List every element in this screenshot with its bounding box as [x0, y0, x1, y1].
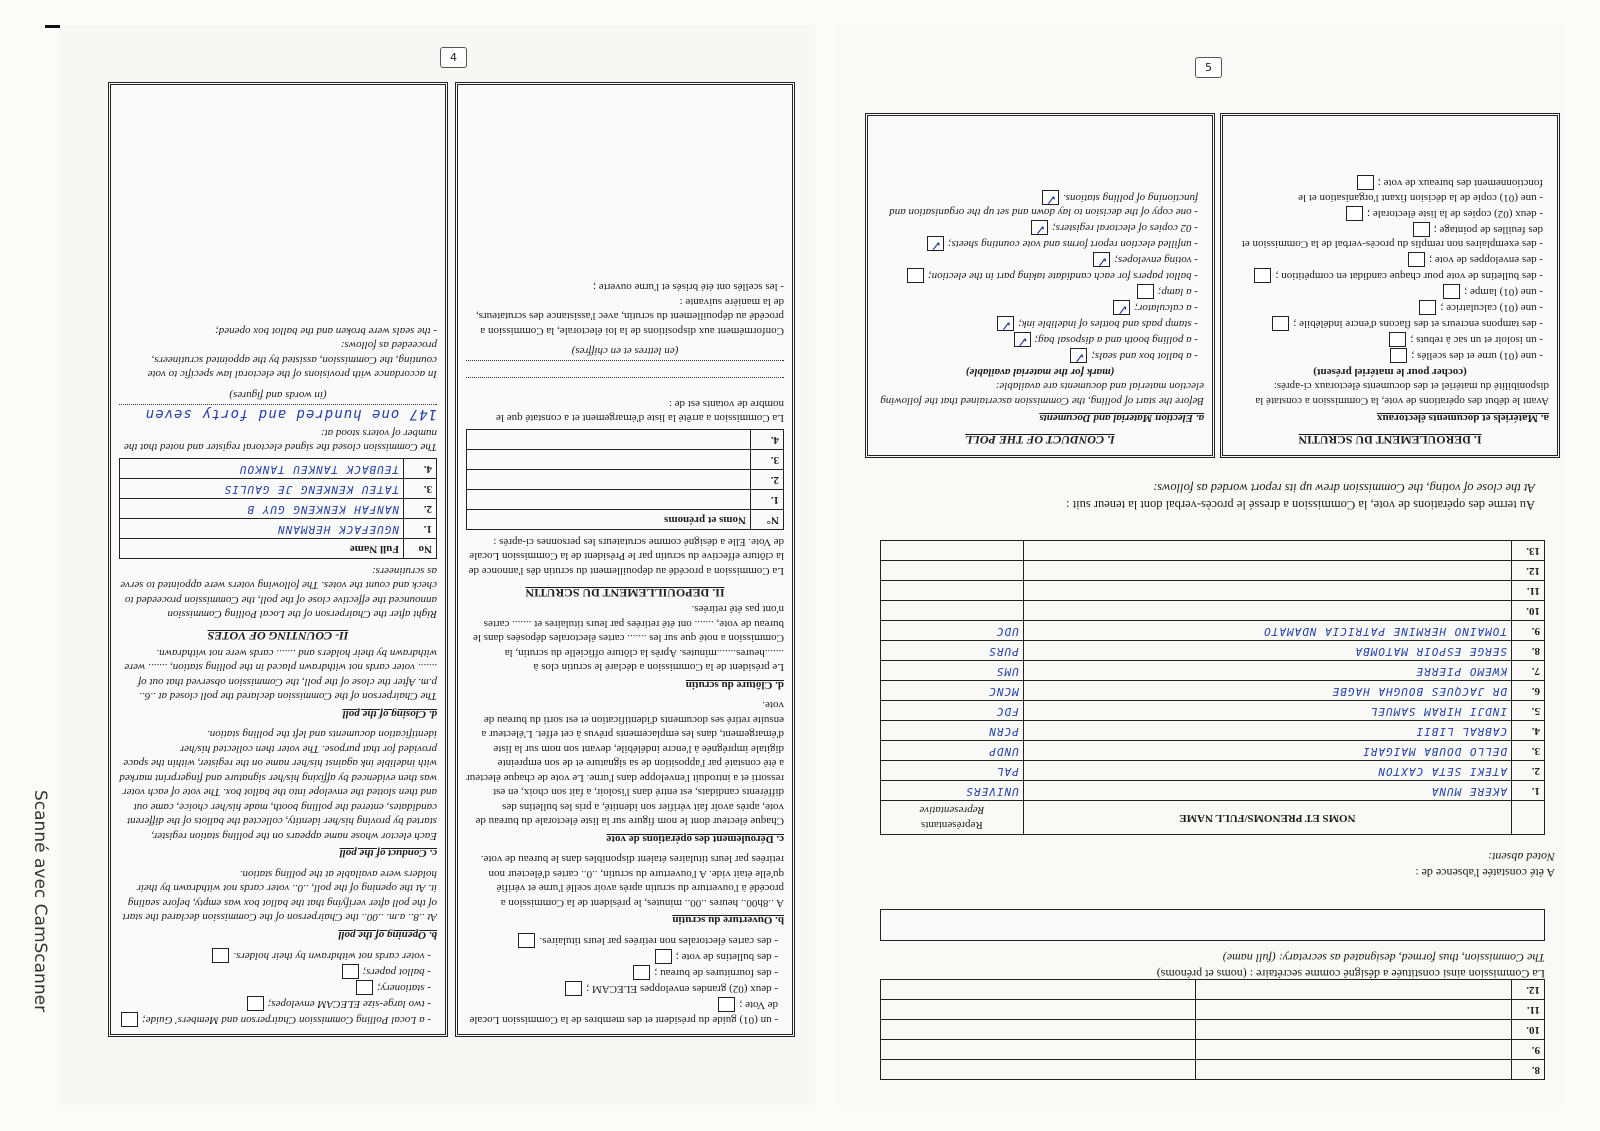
cell-num: 1. — [404, 519, 437, 539]
en-voters-count-text: The Commission closed the signed electoral register and noted that the number of voters stood at: — [123, 426, 437, 454]
absence-section — [1225, 840, 1555, 880]
table-row — [467, 430, 784, 450]
cell-name[interactable] — [1023, 560, 1511, 580]
cell-num: 12. — [1512, 560, 1545, 580]
material-item-label: ballot papers for each candidate taking part in the election; — [927, 270, 1192, 283]
fr-material-list-continued — [466, 933, 784, 1027]
fr-voters-count-text: La Commission a arrêté la liste d'émargement et a constaté que le nombre de votants est de : — [496, 397, 784, 425]
conduct-en-box — [865, 113, 1215, 458]
cell-name[interactable] — [467, 470, 751, 490]
name-header: Full Name — [120, 539, 404, 559]
secretary-field[interactable] — [880, 909, 1545, 941]
material-item-label: des bulletins de vote ; — [675, 951, 772, 964]
cell-name[interactable] — [1023, 580, 1511, 600]
table-row — [881, 660, 1545, 680]
cell-num: 4. — [404, 459, 437, 479]
cell-party[interactable]: FDC — [881, 700, 1024, 720]
cell-name[interactable]: NGUEFACK HERMANN — [120, 519, 404, 539]
report-statement-fr: Au terme des opérations de vote, la Commission a dressé le procès-verbal dont la teneur suit : — [1066, 498, 1535, 512]
checkbox[interactable] — [1419, 300, 1436, 315]
material-item-label: a calculator; — [1134, 302, 1192, 315]
checkbox[interactable] — [518, 933, 535, 948]
en-conduct-heading: c. Conduct of the poll — [339, 847, 437, 860]
material-item-label: one copy of the decision to lay down and set up the organisation and functioning of polling stations. — [889, 191, 1198, 219]
material-item: - une (01) urne et des scellés ; — [1231, 348, 1543, 363]
cell-role[interactable] — [881, 1000, 1197, 1020]
fr-counting-text: La Commission a procédé au dépouillement du scrutin dès l'annonce de la clôture effective du scrutin par le Président de la Commission Locale de Vote. Elle a désigné comme scrutateurs les personnes ci-après : — [468, 535, 784, 577]
cell-num: 2. — [1512, 760, 1545, 780]
cell-name[interactable] — [1196, 1060, 1512, 1080]
cell-num: 1. — [1512, 780, 1545, 800]
cell-party[interactable]: UDC — [881, 620, 1024, 640]
material-item-label: une (01) lampe ; — [1464, 286, 1537, 299]
right-page — [835, 25, 1565, 1105]
page-number-right: 5 — [1195, 57, 1222, 78]
cell-num: 9. — [1512, 620, 1545, 640]
material-item: - a ballot box and seals;✓ — [876, 348, 1198, 363]
secretary-label-en: The Commission, thus formed, designated as secretary: (full name) — [1222, 951, 1545, 966]
material-item-label: une (01) urne et des scellés ; — [1411, 350, 1537, 363]
checkbox[interactable] — [1113, 300, 1130, 315]
material-item: - des bulletins de vote pour chaque candidat en compétition ; — [1231, 268, 1543, 283]
table-row — [881, 600, 1545, 620]
material-item: - des enveloppes de vote ; — [1231, 252, 1543, 267]
checkbox[interactable] — [1413, 222, 1430, 237]
material-item: - a calculator;✓ — [876, 300, 1198, 315]
cell-num: 2. — [751, 470, 784, 490]
material-item: - stamp pads and bottles of indelible ink;✓ — [876, 316, 1198, 331]
material-item-label: des bulletins de vote pour chaque candidat en compétition ; — [1275, 270, 1537, 283]
cell-num: 10. — [1512, 1020, 1545, 1040]
en-material-list-continued — [119, 948, 437, 1027]
table-row — [881, 1060, 1545, 1080]
material-item-label: des exemplaires non remplis du procès-verbal de la Commission et des feuilles de pointage ; — [1241, 223, 1543, 251]
material-item-label: des enveloppes de vote ; — [1429, 254, 1537, 267]
en-material-list — [876, 190, 1204, 364]
cell-name[interactable]: AKERE MUNA — [1023, 780, 1511, 800]
table-row — [881, 760, 1545, 780]
table-row — [881, 540, 1545, 560]
absence-label-fr: A été constatée l'absence de : — [1415, 866, 1555, 880]
cell-name[interactable] — [467, 430, 751, 450]
cell-party[interactable]: MCNC — [881, 680, 1024, 700]
en-final-text: In accordance with provisions of the electoral law specific to vote counting, the Commission, assisted by the appointed scrutineers, proceeded as follows: — [147, 339, 437, 381]
checkbox[interactable] — [356, 980, 373, 995]
cell-name[interactable]: TOMAINO HERMINE PATRICIA NDAMATO — [1023, 620, 1511, 640]
checkbox[interactable] — [1014, 332, 1031, 347]
fr-closing-heading: d. Clôture du scrutin — [685, 678, 784, 691]
cell-num: 9. — [1512, 1040, 1545, 1060]
material-item-label: des fournitures de bureau ; — [654, 967, 772, 980]
checkbox[interactable] — [927, 236, 944, 251]
table-row — [881, 580, 1545, 600]
material-item-label: deux (02) grandes enveloppes ELECAM ; — [586, 983, 772, 996]
cell-num: 12. — [1512, 980, 1545, 1000]
cell-name[interactable]: CABRAL LIBII — [1023, 720, 1511, 740]
material-item-label: two large-size ELECAM envelopes; — [267, 997, 425, 1010]
table-row — [881, 740, 1545, 760]
table-row — [467, 470, 784, 490]
cell-party[interactable]: UNIVERS — [881, 780, 1024, 800]
checkbox[interactable] — [633, 965, 650, 980]
material-item: - a Local Polling Commission Chairperson and Members' Guide; — [119, 1012, 431, 1027]
cell-name[interactable]: INDJI HIRAM SAMUEL — [1023, 700, 1511, 720]
checkbox[interactable] — [655, 949, 672, 964]
material-item-label: a lamp; — [1157, 286, 1192, 299]
material-item-label: a ballot box and seals; — [1091, 350, 1192, 363]
en-final-item: - the seals were broken and the ballot box opened; — [215, 324, 437, 337]
material-item: - des exemplaires non remplis du procès-verbal de la Commission et des feuilles de pointage ; — [1241, 223, 1543, 251]
conduct-fr-box — [1220, 113, 1560, 458]
material-item-label: stationery; — [376, 981, 425, 994]
checkbox[interactable] — [1346, 206, 1363, 221]
checkbox[interactable] — [1357, 175, 1374, 190]
table-row — [881, 700, 1545, 720]
checkbox[interactable] — [907, 268, 924, 283]
cell-role[interactable] — [881, 1060, 1197, 1080]
checkbox[interactable] — [997, 316, 1014, 331]
fr-counting-title: II. DEPOUILLEMENT DU SCRUTIN — [525, 585, 725, 600]
en-opening-text: At ..8.. a.m. ..00.. the Chairperson of the Commission declared the start of the poll after verifying that the ballot box was empty, before sealing it. At the opening of the poll, ..0.. voter cards not withdrawn by their holders were available at the polling station. — [122, 867, 437, 924]
material-item: - des bulletins de vote ; — [466, 949, 778, 964]
table-row — [467, 490, 784, 510]
cell-num: 11. — [1512, 580, 1545, 600]
num-header: N° — [751, 510, 784, 530]
cell-num: 6. — [1512, 680, 1545, 700]
table-row — [881, 780, 1545, 800]
en-material-heading: a. Election Material and Documents — [1039, 412, 1204, 425]
cell-role[interactable] — [881, 1040, 1197, 1060]
fr-material-heading: a. Matériels et documents électoraux — [1377, 412, 1549, 425]
material-item-label: un (01) guide du président et des membres de la Commission Locale de Vote ; — [469, 999, 778, 1026]
material-item: - two large-size ELECAM envelopes; — [119, 996, 431, 1011]
cell-num: 8. — [1512, 640, 1545, 660]
material-item: - une (01) calculatrice ; — [1231, 300, 1543, 315]
cell-name[interactable] — [1196, 1040, 1512, 1060]
cell-name[interactable] — [1196, 1000, 1512, 1020]
material-item-label: ballot papers; — [362, 965, 425, 978]
cell-name[interactable]: SERGE ESPOIR MATOMBA — [1023, 640, 1511, 660]
material-item: - stationery; — [119, 980, 431, 995]
material-item: - one copy of the decision to lay down and set up the organisation and functioning of polling stations.✓ — [876, 190, 1198, 220]
en-opening-heading: b. Opening of the poll — [338, 929, 437, 941]
fr-final-item: - les scellés ont été brisés et l'urne ouverte ; — [592, 281, 784, 294]
material-item-label: des cartes électorales non retirées par leurs titulaires. — [539, 935, 772, 948]
left-english-column — [108, 82, 448, 1037]
left-french-column — [455, 82, 795, 1037]
material-item: - des tampons encreurs et des flacons d'encre indélébile ; — [1231, 316, 1543, 331]
en-material-intro: Before the start of polling, the Commission ascertained that the following election material and documents are available: — [880, 380, 1204, 407]
material-item: - a lamp; — [876, 284, 1198, 299]
camscanner-watermark: Scanné avec CamScanner — [30, 790, 50, 1013]
cell-party[interactable]: PCRN — [881, 720, 1024, 740]
num-header: No — [404, 539, 437, 559]
cell-name[interactable] — [1196, 980, 1512, 1000]
material-item: - une (01) lampe ; — [1231, 284, 1543, 299]
cell-party[interactable]: PAL — [881, 760, 1024, 780]
material-item: - un isoloir et un sac à rebuts ; — [1231, 332, 1543, 347]
left-page — [60, 25, 815, 1105]
members-table — [880, 979, 1545, 1080]
material-item-label: une (01) calculatrice ; — [1440, 302, 1537, 315]
cell-num: 13. — [1512, 540, 1545, 560]
en-conduct-title: I. CONDUCT OF THE POLL — [965, 433, 1115, 447]
table-row — [881, 560, 1545, 580]
table-row — [881, 1040, 1545, 1060]
checkbox[interactable] — [1389, 332, 1406, 347]
en-voters-count-hint: (in words and figures) — [229, 388, 327, 401]
fr-material-list — [1231, 175, 1549, 363]
table-row — [120, 479, 437, 499]
rep-num-header — [1512, 800, 1545, 834]
cell-num: 4. — [1512, 720, 1545, 740]
fr-opening-heading: b. Ouverture du scrutin — [672, 914, 784, 927]
material-item-label: 02 copies of electoral registers; — [1052, 222, 1192, 235]
representatives-section — [880, 535, 1545, 835]
en-closing-text: The Chairperson of the Commission declared the poll closed at ..6.. p.m. After the close of the poll, the Commission observed that out of ....... voter cards not withdrawn placed in the polling station, ....... were withdrawn by their holders and ....... cards were not withdrawn. — [124, 646, 437, 703]
material-item-label: deux (02) copies de la liste électorale ; — [1367, 207, 1537, 220]
material-item-label: voter cards not withdrawn by their holders. — [233, 949, 425, 962]
checkbox[interactable] — [1272, 316, 1289, 331]
cell-name[interactable] — [467, 450, 751, 470]
table-row — [120, 499, 437, 519]
cell-name[interactable] — [1023, 600, 1511, 620]
material-item-label: a Local Polling Commission Chairperson and Members' Guide; — [142, 1013, 425, 1026]
en-scrutineers-table — [119, 458, 437, 559]
fr-final-text: Conformément aux dispositions de la loi électorale, la Commission a procédé au dépouillement du scrutin, avec l'assistance des scrutateurs, de la manière suivante : — [475, 295, 784, 337]
checkbox[interactable] — [565, 981, 582, 996]
cell-num: 11. — [1512, 1000, 1545, 1020]
name-header: Noms et prénoms — [467, 510, 751, 530]
fr-material-instruction: (cocher pour le matériel présent) — [1313, 365, 1467, 378]
rep-party-header-en: Representative — [919, 804, 985, 817]
members-section — [880, 985, 1545, 1080]
fr-voters-count-hint: (en lettres et en chiffres) — [571, 345, 679, 358]
fr-opening-text: A ..8h00.. heures ..00.. minutes, le président de la Commission a procédé à l'ouverture du scrutin après avoir scellé l'urne et vérifié qu'elle était vide. A l'ouverture du scrutin, ..0.. cartes d'électeur non retirées par leurs titulaires étaient disponibles dans le bureau de vote. — [480, 853, 784, 909]
material-item: - des fournitures de bureau ; — [466, 965, 778, 980]
cell-name[interactable]: DELLO DOUBA MAIGARI — [1023, 740, 1511, 760]
cell-party[interactable]: PURS — [881, 640, 1024, 660]
fr-conduct-heading: c. Déroulement des opérations de vote — [606, 832, 784, 845]
checkbox[interactable] — [342, 964, 359, 979]
cell-role[interactable] — [881, 980, 1197, 1000]
table-row — [881, 640, 1545, 660]
table-row — [467, 450, 784, 470]
material-item: - ballot papers for each candidate taking part in the election; — [876, 268, 1198, 283]
material-item-label: stamp pads and bottles of indelible ink; — [1018, 318, 1192, 331]
cell-num: 1. — [751, 490, 784, 510]
table-row — [120, 519, 437, 539]
checkbox[interactable] — [718, 997, 735, 1012]
absence-label-en: Noted absent: — [1488, 850, 1555, 865]
material-item: - voting envelopes;✓ — [876, 252, 1198, 267]
rep-name-header: NOMS ET PRENOMS/FULL NAME — [1023, 800, 1511, 834]
rep-party-header-fr: Représentants — [921, 819, 983, 831]
checkbox[interactable] — [121, 1012, 138, 1027]
cell-num: 10. — [1512, 600, 1545, 620]
material-item: - une (01) copie de la décision fixant l'organisation et le fonctionnement des bureaux de vote ; — [1298, 177, 1543, 204]
cell-num: 4. — [751, 430, 784, 450]
checkbox[interactable] — [247, 996, 264, 1011]
cell-name[interactable]: ATEKI SETA CAXTON — [1023, 760, 1511, 780]
cell-num: 8. — [1512, 1060, 1545, 1080]
fr-conduct-title: I. DEROULEMENT DU SCRUTIN — [1298, 433, 1482, 447]
cell-num: 3. — [404, 479, 437, 499]
cell-name[interactable]: NANFAH KENKENG GUY B — [120, 499, 404, 519]
cell-name[interactable]: KWEMO PIERRE — [1023, 660, 1511, 680]
material-item-label: voting envelopes; — [1114, 254, 1192, 267]
en-closing-heading: d. Closing of the poll — [342, 707, 437, 720]
fr-material-intro: Avant le début des opérations de vote, la Commission a constaté la disponibilité du matériel et des documents électoraux ci-après: — [1255, 380, 1549, 407]
rep-party-header — [881, 800, 1024, 834]
checkbox[interactable] — [1137, 284, 1154, 299]
cell-party[interactable] — [881, 600, 1024, 620]
table-row — [881, 720, 1545, 740]
material-item-label: des tampons encreurs et des flacons d'encre indélébile ; — [1293, 318, 1537, 331]
material-item: - des cartes électorales non retirées par leurs titulaires. — [466, 933, 778, 948]
en-counting-text: Right after the Chairperson of the Local Polling Commission announced the effective close of the poll, the Commission proceeded to check and count the votes. The following voters were appointed to serve as scrutineers: — [120, 564, 437, 621]
fr-conduct-text: Chaque électeur dont le nom figure sur la liste électorale du bureau de vote, après avoir fait vérifier son identité, a pris les bulletins des différents candidats, est entré dans l'isoloir, a fait son choix, en est ressorti et a introduit l'enveloppe dans l'urne. Le vote de chaque électeur a été constaté par l'apposition de sa signature et de son empreinte digitale imprégnée à l'encre indélébile, devant son nom sur la liste d'émargement, dans les emplacements prévus à cet effet. L'électeur a ensuite retiré ses documents d'identification et est sorti du bureau de vote. — [466, 699, 784, 828]
cell-name[interactable]: DR JACQUES BOUGHA HAGBE — [1023, 680, 1511, 700]
material-item: - voter cards not withdrawn by their holders. — [119, 948, 431, 963]
cell-num: 3. — [1512, 740, 1545, 760]
cell-num: 3. — [751, 450, 784, 470]
table-row — [881, 980, 1545, 1000]
cell-num: 2. — [404, 499, 437, 519]
en-material-instruction: (mark for the material available) — [965, 365, 1115, 378]
material-item-label: unfilled election report forms and vote counting sheets; — [947, 238, 1192, 251]
table-row — [881, 1000, 1545, 1020]
en-conduct-text: Each elector whose name appears on the polling station register, started by proving his/her identity, collected the ballots of the different candidates, entered the polling booth, made his/her choice, came out and then slotted the envelope into the ballot box. The vote of each voter was then evidenced by affixing his/her signature and fingerprint marked with indelible ink against his/her name on the register, within the space provided for that purpose. The voter then collected his/her identification documents and left the polling station. — [119, 728, 437, 842]
fr-scrutineers-table — [466, 429, 784, 530]
cell-name[interactable] — [1196, 1020, 1512, 1040]
checkbox[interactable] — [1070, 348, 1087, 363]
material-item: - deux (02) copies de la liste électorale ; — [1231, 206, 1543, 221]
fr-voters-count-line2 — [466, 360, 784, 375]
cell-name[interactable] — [1023, 540, 1511, 560]
report-statement — [875, 465, 1535, 513]
en-counting-title: II- COUNTING OF VOTES — [207, 629, 349, 644]
report-statement-en: At the close of voting, the Commission drew up its report worded as follows: — [1153, 481, 1535, 496]
cell-num: 5. — [1512, 700, 1545, 720]
material-item: - 02 copies of electoral registers;✓ — [876, 220, 1198, 235]
cell-party[interactable]: UNDP — [881, 740, 1024, 760]
secretary-section — [880, 885, 1545, 981]
checkbox[interactable] — [212, 948, 229, 963]
material-item: - deux (02) grandes enveloppes ELECAM ; — [466, 981, 778, 996]
cell-party[interactable] — [881, 560, 1024, 580]
material-item: - a polling booth and a disposal bag;✓ — [876, 332, 1198, 347]
table-row — [881, 1020, 1545, 1040]
cell-name[interactable]: TATEU KENKENG JE GAULIS — [120, 479, 404, 499]
material-item-label: a polling booth and a disposal bag; — [1034, 334, 1192, 347]
table-row — [881, 680, 1545, 700]
cell-role[interactable] — [881, 1020, 1197, 1040]
material-item: - ballot papers; — [119, 964, 431, 979]
table-row — [881, 620, 1545, 640]
cell-party[interactable] — [881, 540, 1024, 560]
cell-party[interactable] — [881, 580, 1024, 600]
material-item-label: une (01) copie de la décision fixant l'organisation et le fonctionnement des bureaux de vote ; — [1298, 177, 1543, 204]
material-item: - unfilled election report forms and vote counting sheets;✓ — [876, 236, 1198, 251]
cell-num: 7. — [1512, 660, 1545, 680]
fr-voters-count-value — [466, 377, 784, 394]
cell-name[interactable] — [467, 490, 751, 510]
checkbox[interactable] — [1254, 268, 1271, 283]
checkbox[interactable] — [1031, 220, 1048, 235]
secretary-label-fr: La Commission ainsi constituée a désigné comme secrétaire : (noms et prénoms) — [1156, 967, 1545, 981]
checkbox[interactable] — [1042, 190, 1059, 205]
fr-closing-text: Le président de la Commission a déclaré le scrutin clos à .......heures.......minutes. Après la clôture officielle du scrutin, la Commission a noté que sur les ....... cartes électorales déposées dans le bureau de vote, ....... ont été retirées par leurs titulaires et ....... cartes n'ont pas été retirées. — [473, 603, 784, 674]
checkbox[interactable] — [1443, 284, 1460, 299]
checkbox[interactable] — [1093, 252, 1110, 267]
en-voters-count-value: 147 one hundred and forty seven — [119, 404, 437, 423]
page-number-left: 4 — [440, 47, 467, 68]
representatives-table — [880, 540, 1545, 835]
checkbox[interactable] — [1390, 348, 1407, 363]
material-item: - un (01) guide du président et des membres de la Commission Locale de Vote ; — [469, 999, 778, 1026]
material-item-label: un isoloir et un sac à rebuts ; — [1410, 334, 1537, 347]
cell-name[interactable]: TEUBACK TANKEU TANKOU — [120, 459, 404, 479]
cell-party[interactable]: UMS — [881, 660, 1024, 680]
checkbox[interactable] — [1408, 252, 1425, 267]
table-row — [120, 459, 437, 479]
